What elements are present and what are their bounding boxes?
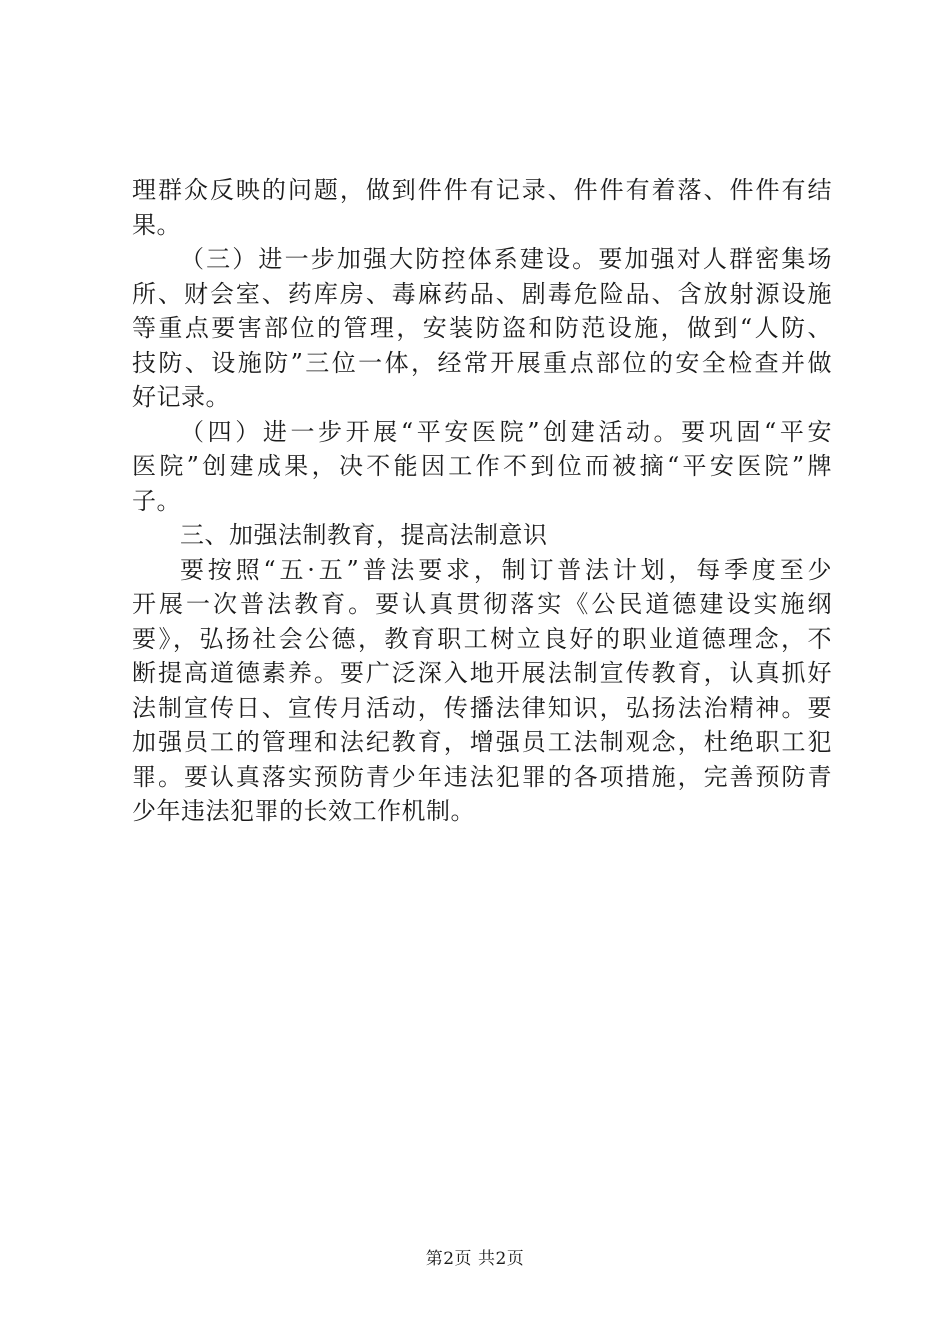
text-line: 罪。要认真落实预防青少年违法犯罪的各项措施，完善预防青 xyxy=(132,762,832,791)
document-body xyxy=(132,173,832,829)
text-line: 子。 xyxy=(132,486,181,515)
text-line: 加强员工的管理和法纪教育，增强员工法制观念，杜绝职工犯 xyxy=(132,728,832,756)
text-line: 断提高道德素养。要广泛深入地开展法制宣传教育，认真抓好 xyxy=(132,659,832,687)
section-heading: 三、加强法制教育，提高法制意识 xyxy=(180,521,548,549)
text-line: （四）进一步开展“平安医院”创建活动。要巩固“平安 xyxy=(180,417,832,446)
text-line: 法制宣传日、宣传月活动，传播法律知识，弘扬法治精神。要 xyxy=(132,693,832,722)
text-line: 技防、设施防”三位一体，经常开展重点部位的安全检查并做 xyxy=(132,348,832,377)
text-line: 果。 xyxy=(132,210,181,239)
text-line: 所、财会室、药库房、毒麻药品、剧毒危险品、含放射源设施 xyxy=(132,279,832,308)
text-line: 开展一次普法教育。要认真贯彻落实《公民道德建设实施纲 xyxy=(132,590,832,618)
text-line: 理群众反映的问题，做到件件有记录、件件有着落、件件有结 xyxy=(132,176,832,204)
text-line: 医院”创建成果，决不能因工作不到位而被摘“平安医院”牌 xyxy=(132,452,832,480)
text-line: 要》，弘扬社会公德，教育职工树立良好的职业道德理念，不 xyxy=(132,624,832,653)
text-line: 好记录。 xyxy=(132,383,230,411)
text-line: 等重点要害部位的管理，安装防盗和防范设施，做到“人防、 xyxy=(132,314,832,342)
text-line: 要按照“五·五”普法要求，制订普法计划，每季度至少 xyxy=(180,555,832,584)
text-line: 少年违法犯罪的长效工作机制。 xyxy=(132,797,475,825)
page-footer: 第2页 共2页 xyxy=(425,1249,525,1269)
text-line: （三）进一步加强大防控体系建设。要加强对人群密集场 xyxy=(180,245,832,273)
